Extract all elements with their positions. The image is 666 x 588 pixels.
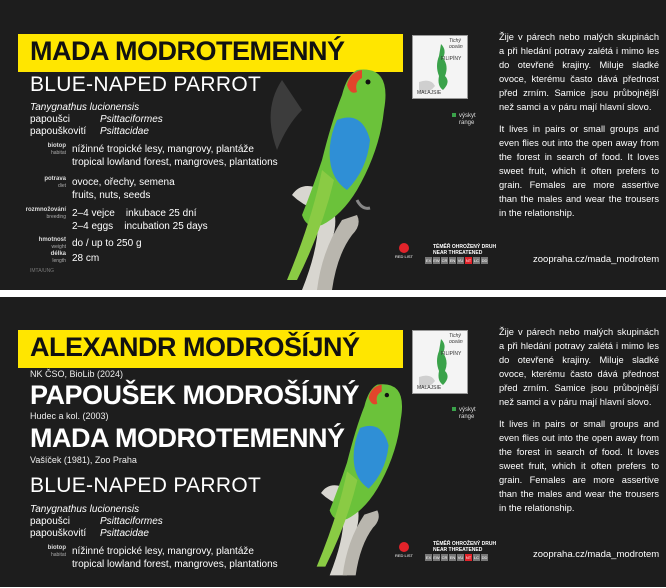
map-label-ocean: Tichý oceán xyxy=(449,333,463,345)
map-legend: výskyt range xyxy=(452,407,476,421)
breeding-cz: 2–4 vejce inkubace 25 dní xyxy=(72,208,197,219)
biotop-label: biotop habitat xyxy=(47,143,66,156)
biotop-cz: nížinné tropické lesy, mangrovy, plantáže xyxy=(72,144,254,155)
latin-name: Tanygnathus lucionensis xyxy=(30,504,140,515)
iucn-category-vu: VU xyxy=(457,555,464,560)
iucn-category-en: EN xyxy=(449,555,456,560)
footnote: IMTA/UNG xyxy=(30,268,55,274)
red-list-logo xyxy=(394,242,414,260)
red-list-text: RED LIST xyxy=(394,553,414,558)
biotop-label: biotop habitat xyxy=(47,545,66,558)
iucn-category-nt: NT xyxy=(465,555,472,560)
iucn-category-ex: EX xyxy=(425,258,432,263)
breeding-label: rozmnožování breeding xyxy=(25,207,66,220)
parrot-illustration xyxy=(262,40,412,290)
iucn-category-ew: EW xyxy=(433,258,440,263)
iucn-category-cr: CR xyxy=(441,555,448,560)
latin-name: Tanygnathus lucionensis xyxy=(30,102,140,113)
order-row: papoušci Psittaciformes xyxy=(30,516,163,527)
iucn-category-cr: CR xyxy=(441,258,448,263)
weight-value: do / up to 250 g xyxy=(72,238,142,249)
biotop-en: tropical lowland forest, mangroves, plantations xyxy=(72,559,278,570)
map-label-malaysia: MALAJSIE xyxy=(417,90,442,96)
description-en: It lives in pairs or small groups and even flies out into the open away from the forest in search of food. It loves sweet fruit, which it often prefers to grain. Females are more assertive than the males and wear the trousers in the relationship. xyxy=(499,124,659,218)
potrava-en: fruits, nuts, seeds xyxy=(72,190,151,201)
description xyxy=(499,325,659,523)
english-name: BLUE-NAPED PARROT xyxy=(30,73,262,96)
red-list-logo xyxy=(394,541,414,559)
website-url[interactable]: zoopraha.cz/mada_modrotem xyxy=(533,254,660,265)
family-row: papouškovití Psittacidae xyxy=(30,126,149,137)
iucn-status: TÉMĚŘ OHROŽENÝ DRUH NEAR THREATENED xyxy=(433,541,497,553)
potrava-cz: ovoce, ořechy, semena xyxy=(72,177,175,188)
range-map xyxy=(412,330,468,394)
map-label-philippines: FILIPÍNY xyxy=(441,351,462,357)
sign-title: ALEXANDR MODROŠÍJNÝ xyxy=(30,332,360,362)
alt-name-2: MADA MODROTEMENNÝ xyxy=(30,423,345,453)
map-label-malaysia: MALAJSIE xyxy=(417,385,442,391)
iucn-category-nt: NT xyxy=(465,258,472,263)
iucn-category-dd: DD xyxy=(481,555,488,560)
iucn-scale xyxy=(425,257,488,264)
iucn-category-dd: DD xyxy=(481,258,488,263)
website-url[interactable]: zoopraha.cz/mada_modrotem xyxy=(533,549,660,560)
iucn-category-lc: LC xyxy=(473,258,480,263)
iucn-status: TÉMĚŘ OHROŽENÝ DRUH NEAR THREATENED xyxy=(433,244,497,256)
map-label-ocean: Tichý oceán xyxy=(449,38,463,50)
iucn-category-en: EN xyxy=(449,258,456,263)
sign-title: MADA MODROTEMENNÝ xyxy=(30,36,345,66)
potrava-label: potrava diet xyxy=(44,176,66,189)
map-label-philippines: FILIPÍNY xyxy=(441,56,462,62)
description-cz: Žije v párech nebo malých skupinách a při hledání potravy zalétá i mimo les do otevřené krajiny. Miluje sladké ovoce, kterému často dává přednost před zrním. Samice jsou průbojnější než samci a v páru mají hlavní slovo. xyxy=(499,327,659,407)
breeding-en: 2–4 eggs incubation 25 days xyxy=(72,221,208,232)
sign-panel-1 xyxy=(0,0,666,290)
description-cz: Žije v párech nebo malých skupinách a při hledání potravy zalétá i mimo les do otevřené krajiny. Miluje sladké ovoce, kterému často dává přednost před zrním. Samice jsou průbojnější než samci a v páru mají hlavní slovo. xyxy=(499,32,659,112)
biotop-en: tropical lowland forest, mangroves, plantations xyxy=(72,157,278,168)
length-label: délka length xyxy=(50,251,66,264)
name-source-3: Vašíček (1981), Zoo Praha xyxy=(30,455,137,465)
name-source-2: Hudec a kol. (2003) xyxy=(30,411,109,421)
iucn-scale xyxy=(425,554,488,561)
iucn-category-ex: EX xyxy=(425,555,432,560)
order-row: papoušci Psittaciformes xyxy=(30,114,163,125)
range-map xyxy=(412,35,468,99)
english-name: BLUE-NAPED PARROT xyxy=(30,474,262,497)
alt-name-1: PAPOUŠEK MODROŠÍJNÝ xyxy=(30,380,360,410)
name-source-1: NK ČSO, BioLib (2024) xyxy=(30,369,124,379)
sign-panel-2 xyxy=(0,297,666,587)
description-en: It lives in pairs or small groups and even flies out into the open away from the forest in search of food. It loves sweet fruit, which it often prefers to grain. Females are more assertive than the males and wear the trousers in the relationship. xyxy=(499,419,659,513)
biotop-cz: nížinné tropické lesy, mangrovy, plantáže xyxy=(72,546,254,557)
weight-label: hmotnost weight xyxy=(38,237,66,250)
iucn-category-lc: LC xyxy=(473,555,480,560)
red-list-text: RED LIST xyxy=(394,254,414,259)
description xyxy=(499,30,659,228)
map-legend: výskyt range xyxy=(452,113,476,127)
iucn-category-vu: VU xyxy=(457,258,464,263)
iucn-category-ew: EW xyxy=(433,555,440,560)
family-row: papouškovití Psittacidae xyxy=(30,528,149,539)
length-value: 28 cm xyxy=(72,253,100,264)
